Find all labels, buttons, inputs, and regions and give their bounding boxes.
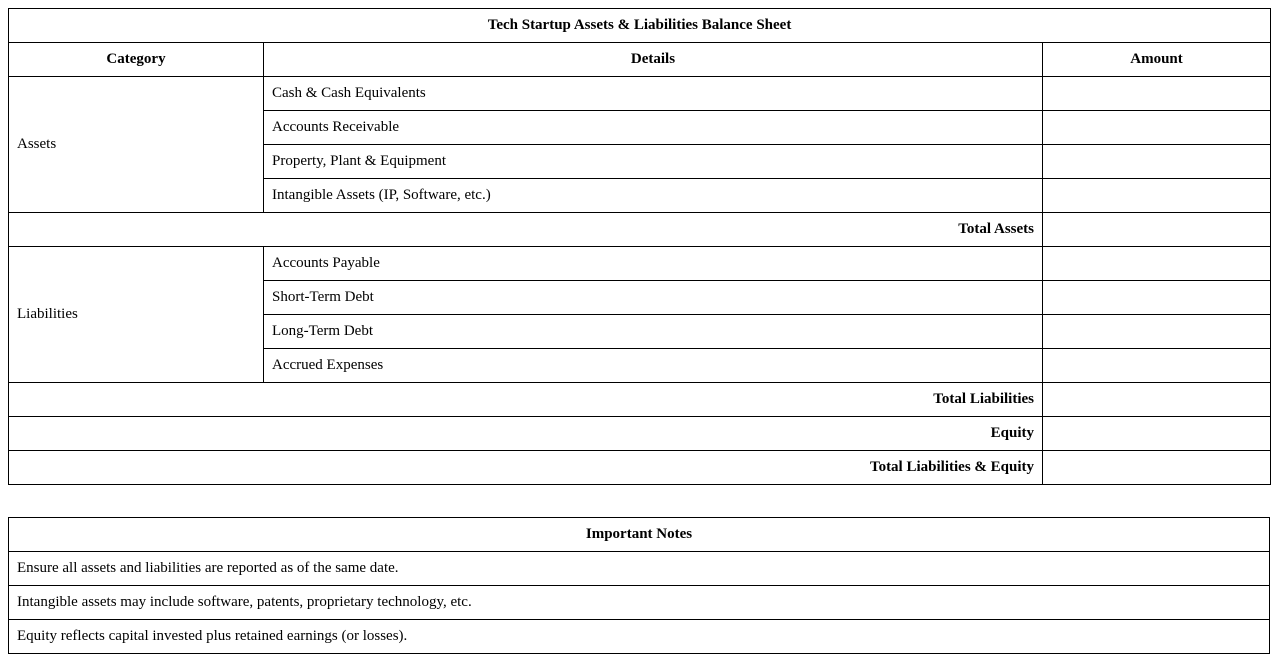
liabilities-category-cell: Liabilities [9, 247, 264, 383]
total-liabilities-equity-row [9, 451, 1271, 485]
asset-amount-cell[interactable] [1043, 145, 1271, 179]
title-row [9, 9, 1271, 43]
total-liabilities-equity-label: Total Liabilities & Equity [9, 451, 1043, 485]
list-item [9, 586, 1270, 620]
liability-detail-cell: Short-Term Debt [264, 281, 1043, 315]
equity-label: Equity [9, 417, 1043, 451]
asset-detail-cell: Accounts Receivable [264, 111, 1043, 145]
balance-sheet-table [8, 8, 1271, 485]
equity-row [9, 417, 1271, 451]
total-assets-amount[interactable] [1043, 213, 1271, 247]
total-liabilities-label: Total Liabilities [9, 383, 1043, 417]
amount-header: Amount [1043, 43, 1271, 77]
asset-amount-cell[interactable] [1043, 179, 1271, 213]
total-liabilities-row [9, 383, 1271, 417]
note-text: Intangible assets may include software, patents, proprietary technology, etc. [9, 586, 1270, 620]
asset-amount-cell[interactable] [1043, 77, 1271, 111]
table-row [9, 247, 1271, 281]
list-item [9, 620, 1270, 654]
assets-category-cell: Assets [9, 77, 264, 213]
liability-amount-cell[interactable] [1043, 315, 1271, 349]
liability-detail-cell: Accrued Expenses [264, 349, 1043, 383]
list-item [9, 552, 1270, 586]
total-liabilities-equity-amount[interactable] [1043, 451, 1271, 485]
total-liabilities-amount[interactable] [1043, 383, 1271, 417]
notes-table [8, 517, 1270, 654]
liability-detail-cell: Long-Term Debt [264, 315, 1043, 349]
balance-sheet-title: Tech Startup Assets & Liabilities Balance Sheet [9, 9, 1271, 43]
category-header: Category [9, 43, 264, 77]
details-header: Details [264, 43, 1043, 77]
total-assets-label: Total Assets [9, 213, 1043, 247]
header-row [9, 43, 1271, 77]
notes-title: Important Notes [9, 518, 1270, 552]
asset-amount-cell[interactable] [1043, 111, 1271, 145]
equity-amount[interactable] [1043, 417, 1271, 451]
liability-detail-cell: Accounts Payable [264, 247, 1043, 281]
asset-detail-cell: Property, Plant & Equipment [264, 145, 1043, 179]
asset-detail-cell: Cash & Cash Equivalents [264, 77, 1043, 111]
notes-title-row [9, 518, 1270, 552]
table-row [9, 77, 1271, 111]
note-text: Equity reflects capital invested plus retained earnings (or losses). [9, 620, 1270, 654]
total-assets-row [9, 213, 1271, 247]
liability-amount-cell[interactable] [1043, 247, 1271, 281]
liability-amount-cell[interactable] [1043, 349, 1271, 383]
note-text: Ensure all assets and liabilities are reported as of the same date. [9, 552, 1270, 586]
liability-amount-cell[interactable] [1043, 281, 1271, 315]
asset-detail-cell: Intangible Assets (IP, Software, etc.) [264, 179, 1043, 213]
